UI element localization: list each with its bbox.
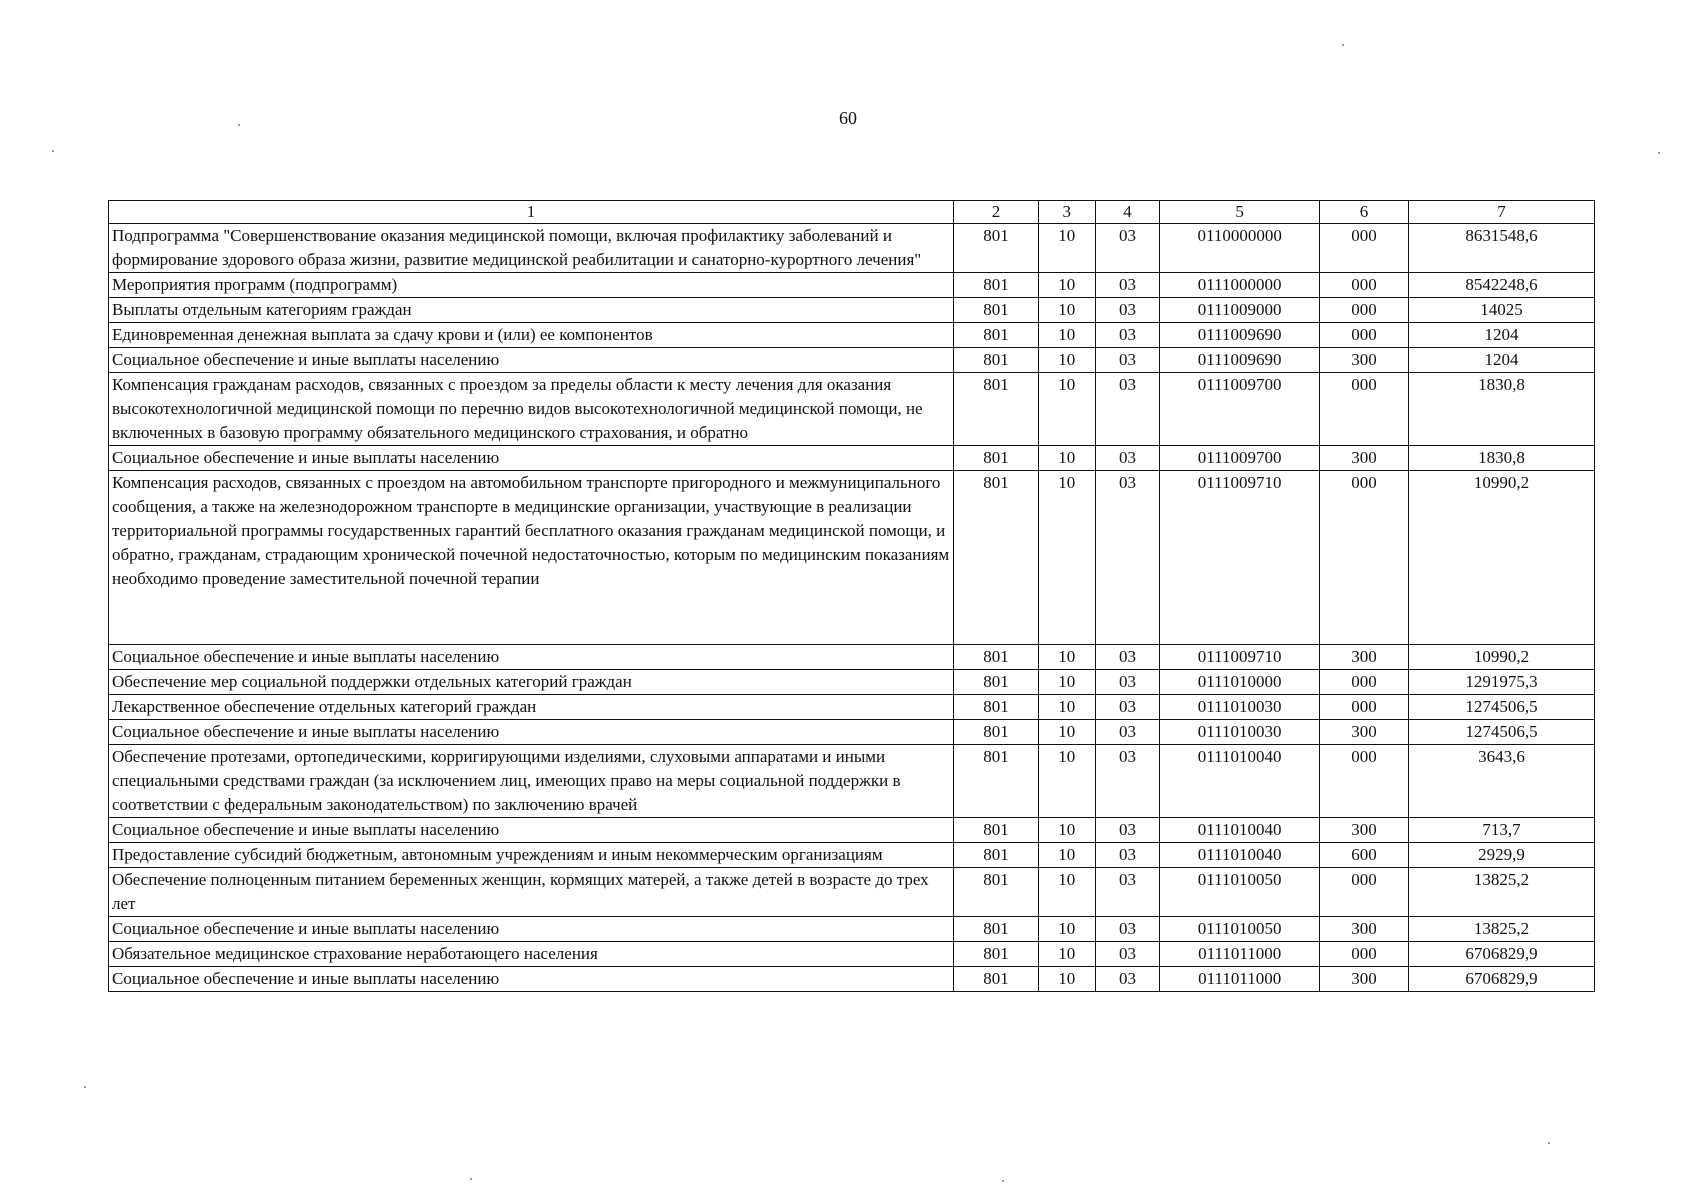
amount-cell: 1204 [1408, 323, 1594, 348]
section-cell: 10 [1039, 720, 1096, 745]
section-cell: 10 [1039, 942, 1096, 967]
expense-type-cell: 300 [1320, 446, 1409, 471]
column-header: 3 [1039, 201, 1096, 224]
grbs-cell: 801 [954, 224, 1039, 273]
amount-cell: 1830,8 [1408, 446, 1594, 471]
table-row [109, 843, 1595, 868]
grbs-cell: 801 [954, 942, 1039, 967]
amount-cell: 1204 [1408, 348, 1594, 373]
subsection-cell: 03 [1095, 967, 1160, 992]
grbs-cell: 801 [954, 670, 1039, 695]
item-name-cell: Социальное обеспечение и иные выплаты населению [109, 818, 954, 843]
section-cell: 10 [1039, 446, 1096, 471]
subsection-cell: 03 [1095, 917, 1160, 942]
target-item-cell: 0111009710 [1160, 645, 1320, 670]
item-name-cell: Обеспечение протезами, ортопедическими, корригирующими изделиями, слуховыми аппаратами и иными специальными средствами граждан (за исключением лиц, имеющих право на меры социальной поддержки в соответствии с федеральным законодательством) по заключению врачей [109, 745, 954, 818]
scan-speck [1342, 44, 1344, 46]
amount-cell: 10990,2 [1408, 645, 1594, 670]
grbs-cell: 801 [954, 843, 1039, 868]
grbs-cell: 801 [954, 471, 1039, 645]
subsection-cell: 03 [1095, 843, 1160, 868]
item-name-cell: Социальное обеспечение и иные выплаты населению [109, 446, 954, 471]
section-cell: 10 [1039, 645, 1096, 670]
expense-type-cell: 000 [1320, 298, 1409, 323]
amount-cell: 13825,2 [1408, 917, 1594, 942]
target-item-cell: 0111010040 [1160, 843, 1320, 868]
target-item-cell: 0111009690 [1160, 323, 1320, 348]
section-cell: 10 [1039, 323, 1096, 348]
target-item-cell: 0111011000 [1160, 942, 1320, 967]
grbs-cell: 801 [954, 720, 1039, 745]
item-name-cell: Социальное обеспечение и иные выплаты населению [109, 967, 954, 992]
page-number: 60 [839, 108, 857, 128]
section-cell: 10 [1039, 298, 1096, 323]
table-row [109, 967, 1595, 992]
amount-cell: 2929,9 [1408, 843, 1594, 868]
subsection-cell: 03 [1095, 818, 1160, 843]
expense-type-cell: 000 [1320, 670, 1409, 695]
subsection-cell: 03 [1095, 695, 1160, 720]
scan-speck [84, 1086, 86, 1088]
target-item-cell: 0110000000 [1160, 224, 1320, 273]
expense-type-cell: 000 [1320, 224, 1409, 273]
column-header: 1 [109, 201, 954, 224]
subsection-cell: 03 [1095, 670, 1160, 695]
target-item-cell: 0111010000 [1160, 670, 1320, 695]
target-item-cell: 0111010040 [1160, 818, 1320, 843]
grbs-cell: 801 [954, 298, 1039, 323]
target-item-cell: 0111010040 [1160, 745, 1320, 818]
section-cell: 10 [1039, 843, 1096, 868]
item-name-cell: Компенсация расходов, связанных с проездом на автомобильном транспорте пригородного и межмуниципального сообщения, а также на железнодорожном транспорте в медицинские организации, участвующие в реализации территориальной программы государственных гарантий бесплатного оказания гражданам медицинской помощи, и обратно, гражданам, страдающим хронической почечной недостаточностью, которым по медицинским показаниям необходимо проведение заместительной почечной терапии [109, 471, 954, 645]
item-name-cell: Выплаты отдельным категориям граждан [109, 298, 954, 323]
grbs-cell: 801 [954, 446, 1039, 471]
target-item-cell: 0111009700 [1160, 373, 1320, 446]
expense-type-cell: 000 [1320, 273, 1409, 298]
expense-type-cell: 300 [1320, 917, 1409, 942]
expense-type-cell: 000 [1320, 745, 1409, 818]
amount-cell: 1291975,3 [1408, 670, 1594, 695]
expense-type-cell: 300 [1320, 720, 1409, 745]
item-name-cell: Обязательное медицинское страхование неработающего населения [109, 942, 954, 967]
grbs-cell: 801 [954, 868, 1039, 917]
target-item-cell: 0111009710 [1160, 471, 1320, 645]
target-item-cell: 0111009700 [1160, 446, 1320, 471]
amount-cell: 1830,8 [1408, 373, 1594, 446]
subsection-cell: 03 [1095, 745, 1160, 818]
expense-type-cell: 300 [1320, 348, 1409, 373]
scan-speck [1002, 1180, 1004, 1182]
table-row [109, 670, 1595, 695]
subsection-cell: 03 [1095, 471, 1160, 645]
scan-speck [238, 124, 240, 126]
section-cell: 10 [1039, 745, 1096, 818]
scan-speck [52, 150, 54, 152]
table-row [109, 645, 1595, 670]
amount-cell: 6706829,9 [1408, 967, 1594, 992]
item-name-cell: Единовременная денежная выплата за сдачу крови и (или) ее компонентов [109, 323, 954, 348]
expense-type-cell: 000 [1320, 471, 1409, 645]
subsection-cell: 03 [1095, 645, 1160, 670]
subsection-cell: 03 [1095, 446, 1160, 471]
section-cell: 10 [1039, 224, 1096, 273]
item-name-cell: Предоставление субсидий бюджетным, автономным учреждениям и иным некоммерческим организациям [109, 843, 954, 868]
grbs-cell: 801 [954, 373, 1039, 446]
expense-type-cell: 000 [1320, 695, 1409, 720]
expense-type-cell: 300 [1320, 818, 1409, 843]
table-body [109, 201, 1595, 992]
amount-cell: 8542248,6 [1408, 273, 1594, 298]
grbs-cell: 801 [954, 818, 1039, 843]
table-row [109, 323, 1595, 348]
grbs-cell: 801 [954, 348, 1039, 373]
item-name-cell: Обеспечение полноценным питанием беременных женщин, кормящих матерей, а также детей в возрасте до трех лет [109, 868, 954, 917]
scan-speck [470, 1178, 472, 1180]
column-header: 7 [1408, 201, 1594, 224]
scan-speck [1548, 1142, 1550, 1144]
target-item-cell: 0111009690 [1160, 348, 1320, 373]
column-header: 2 [954, 201, 1039, 224]
target-item-cell: 0111011000 [1160, 967, 1320, 992]
item-name-cell: Обеспечение мер социальной поддержки отдельных категорий граждан [109, 670, 954, 695]
subsection-cell: 03 [1095, 348, 1160, 373]
item-name-cell: Компенсация гражданам расходов, связанных с проездом за пределы области к месту лечения для оказания высокотехнологичной медицинской помощи по перечню видов высокотехнологичной медицинской помощи, не включенных в базовую программу обязательного медицинского страхования, и обратно [109, 373, 954, 446]
subsection-cell: 03 [1095, 720, 1160, 745]
section-cell: 10 [1039, 967, 1096, 992]
scan-speck [1658, 152, 1660, 154]
item-name-cell: Социальное обеспечение и иные выплаты населению [109, 917, 954, 942]
section-cell: 10 [1039, 373, 1096, 446]
amount-cell: 713,7 [1408, 818, 1594, 843]
subsection-cell: 03 [1095, 942, 1160, 967]
section-cell: 10 [1039, 670, 1096, 695]
section-cell: 10 [1039, 348, 1096, 373]
amount-cell: 8631548,6 [1408, 224, 1594, 273]
target-item-cell: 0111010050 [1160, 868, 1320, 917]
column-header: 6 [1320, 201, 1409, 224]
amount-cell: 1274506,5 [1408, 720, 1594, 745]
table-row [109, 745, 1595, 818]
table-row [109, 224, 1595, 273]
amount-cell: 3643,6 [1408, 745, 1594, 818]
grbs-cell: 801 [954, 745, 1039, 818]
table-row [109, 471, 1595, 645]
target-item-cell: 0111010030 [1160, 720, 1320, 745]
grbs-cell: 801 [954, 917, 1039, 942]
grbs-cell: 801 [954, 967, 1039, 992]
item-name-cell: Социальное обеспечение и иные выплаты населению [109, 645, 954, 670]
grbs-cell: 801 [954, 273, 1039, 298]
target-item-cell: 0111000000 [1160, 273, 1320, 298]
expense-type-cell: 000 [1320, 323, 1409, 348]
target-item-cell: 0111009000 [1160, 298, 1320, 323]
item-name-cell: Социальное обеспечение и иные выплаты населению [109, 720, 954, 745]
grbs-cell: 801 [954, 695, 1039, 720]
subsection-cell: 03 [1095, 273, 1160, 298]
expense-type-cell: 000 [1320, 868, 1409, 917]
subsection-cell: 03 [1095, 298, 1160, 323]
subsection-cell: 03 [1095, 323, 1160, 348]
section-cell: 10 [1039, 917, 1096, 942]
section-cell: 10 [1039, 868, 1096, 917]
amount-cell: 1274506,5 [1408, 695, 1594, 720]
table-row [109, 298, 1595, 323]
section-cell: 10 [1039, 818, 1096, 843]
table-row [109, 348, 1595, 373]
subsection-cell: 03 [1095, 868, 1160, 917]
item-name-cell: Лекарственное обеспечение отдельных категорий граждан [109, 695, 954, 720]
expense-type-cell: 300 [1320, 645, 1409, 670]
section-cell: 10 [1039, 695, 1096, 720]
grbs-cell: 801 [954, 645, 1039, 670]
table-row [109, 373, 1595, 446]
item-name-cell: Подпрограмма "Совершенствование оказания медицинской помощи, включая профилактику заболеваний и формирование здорового образа жизни, развитие медицинской реабилитации и санаторно-курортного лечения" [109, 224, 954, 273]
table-row [109, 818, 1595, 843]
table-row [109, 868, 1595, 917]
amount-cell: 10990,2 [1408, 471, 1594, 645]
table-row [109, 720, 1595, 745]
table-header-row [109, 201, 1595, 224]
table-row [109, 273, 1595, 298]
budget-table [108, 200, 1595, 992]
expense-type-cell: 000 [1320, 942, 1409, 967]
grbs-cell: 801 [954, 323, 1039, 348]
table-row [109, 917, 1595, 942]
table-row [109, 942, 1595, 967]
expense-type-cell: 300 [1320, 967, 1409, 992]
amount-cell: 14025 [1408, 298, 1594, 323]
column-header: 4 [1095, 201, 1160, 224]
item-name-cell: Социальное обеспечение и иные выплаты населению [109, 348, 954, 373]
table-row [109, 695, 1595, 720]
section-cell: 10 [1039, 471, 1096, 645]
target-item-cell: 0111010050 [1160, 917, 1320, 942]
subsection-cell: 03 [1095, 224, 1160, 273]
amount-cell: 6706829,9 [1408, 942, 1594, 967]
item-name-cell: Мероприятия программ (подпрограмм) [109, 273, 954, 298]
target-item-cell: 0111010030 [1160, 695, 1320, 720]
expense-type-cell: 000 [1320, 373, 1409, 446]
amount-cell: 13825,2 [1408, 868, 1594, 917]
expense-type-cell: 600 [1320, 843, 1409, 868]
section-cell: 10 [1039, 273, 1096, 298]
table-row [109, 446, 1595, 471]
subsection-cell: 03 [1095, 373, 1160, 446]
column-header: 5 [1160, 201, 1320, 224]
